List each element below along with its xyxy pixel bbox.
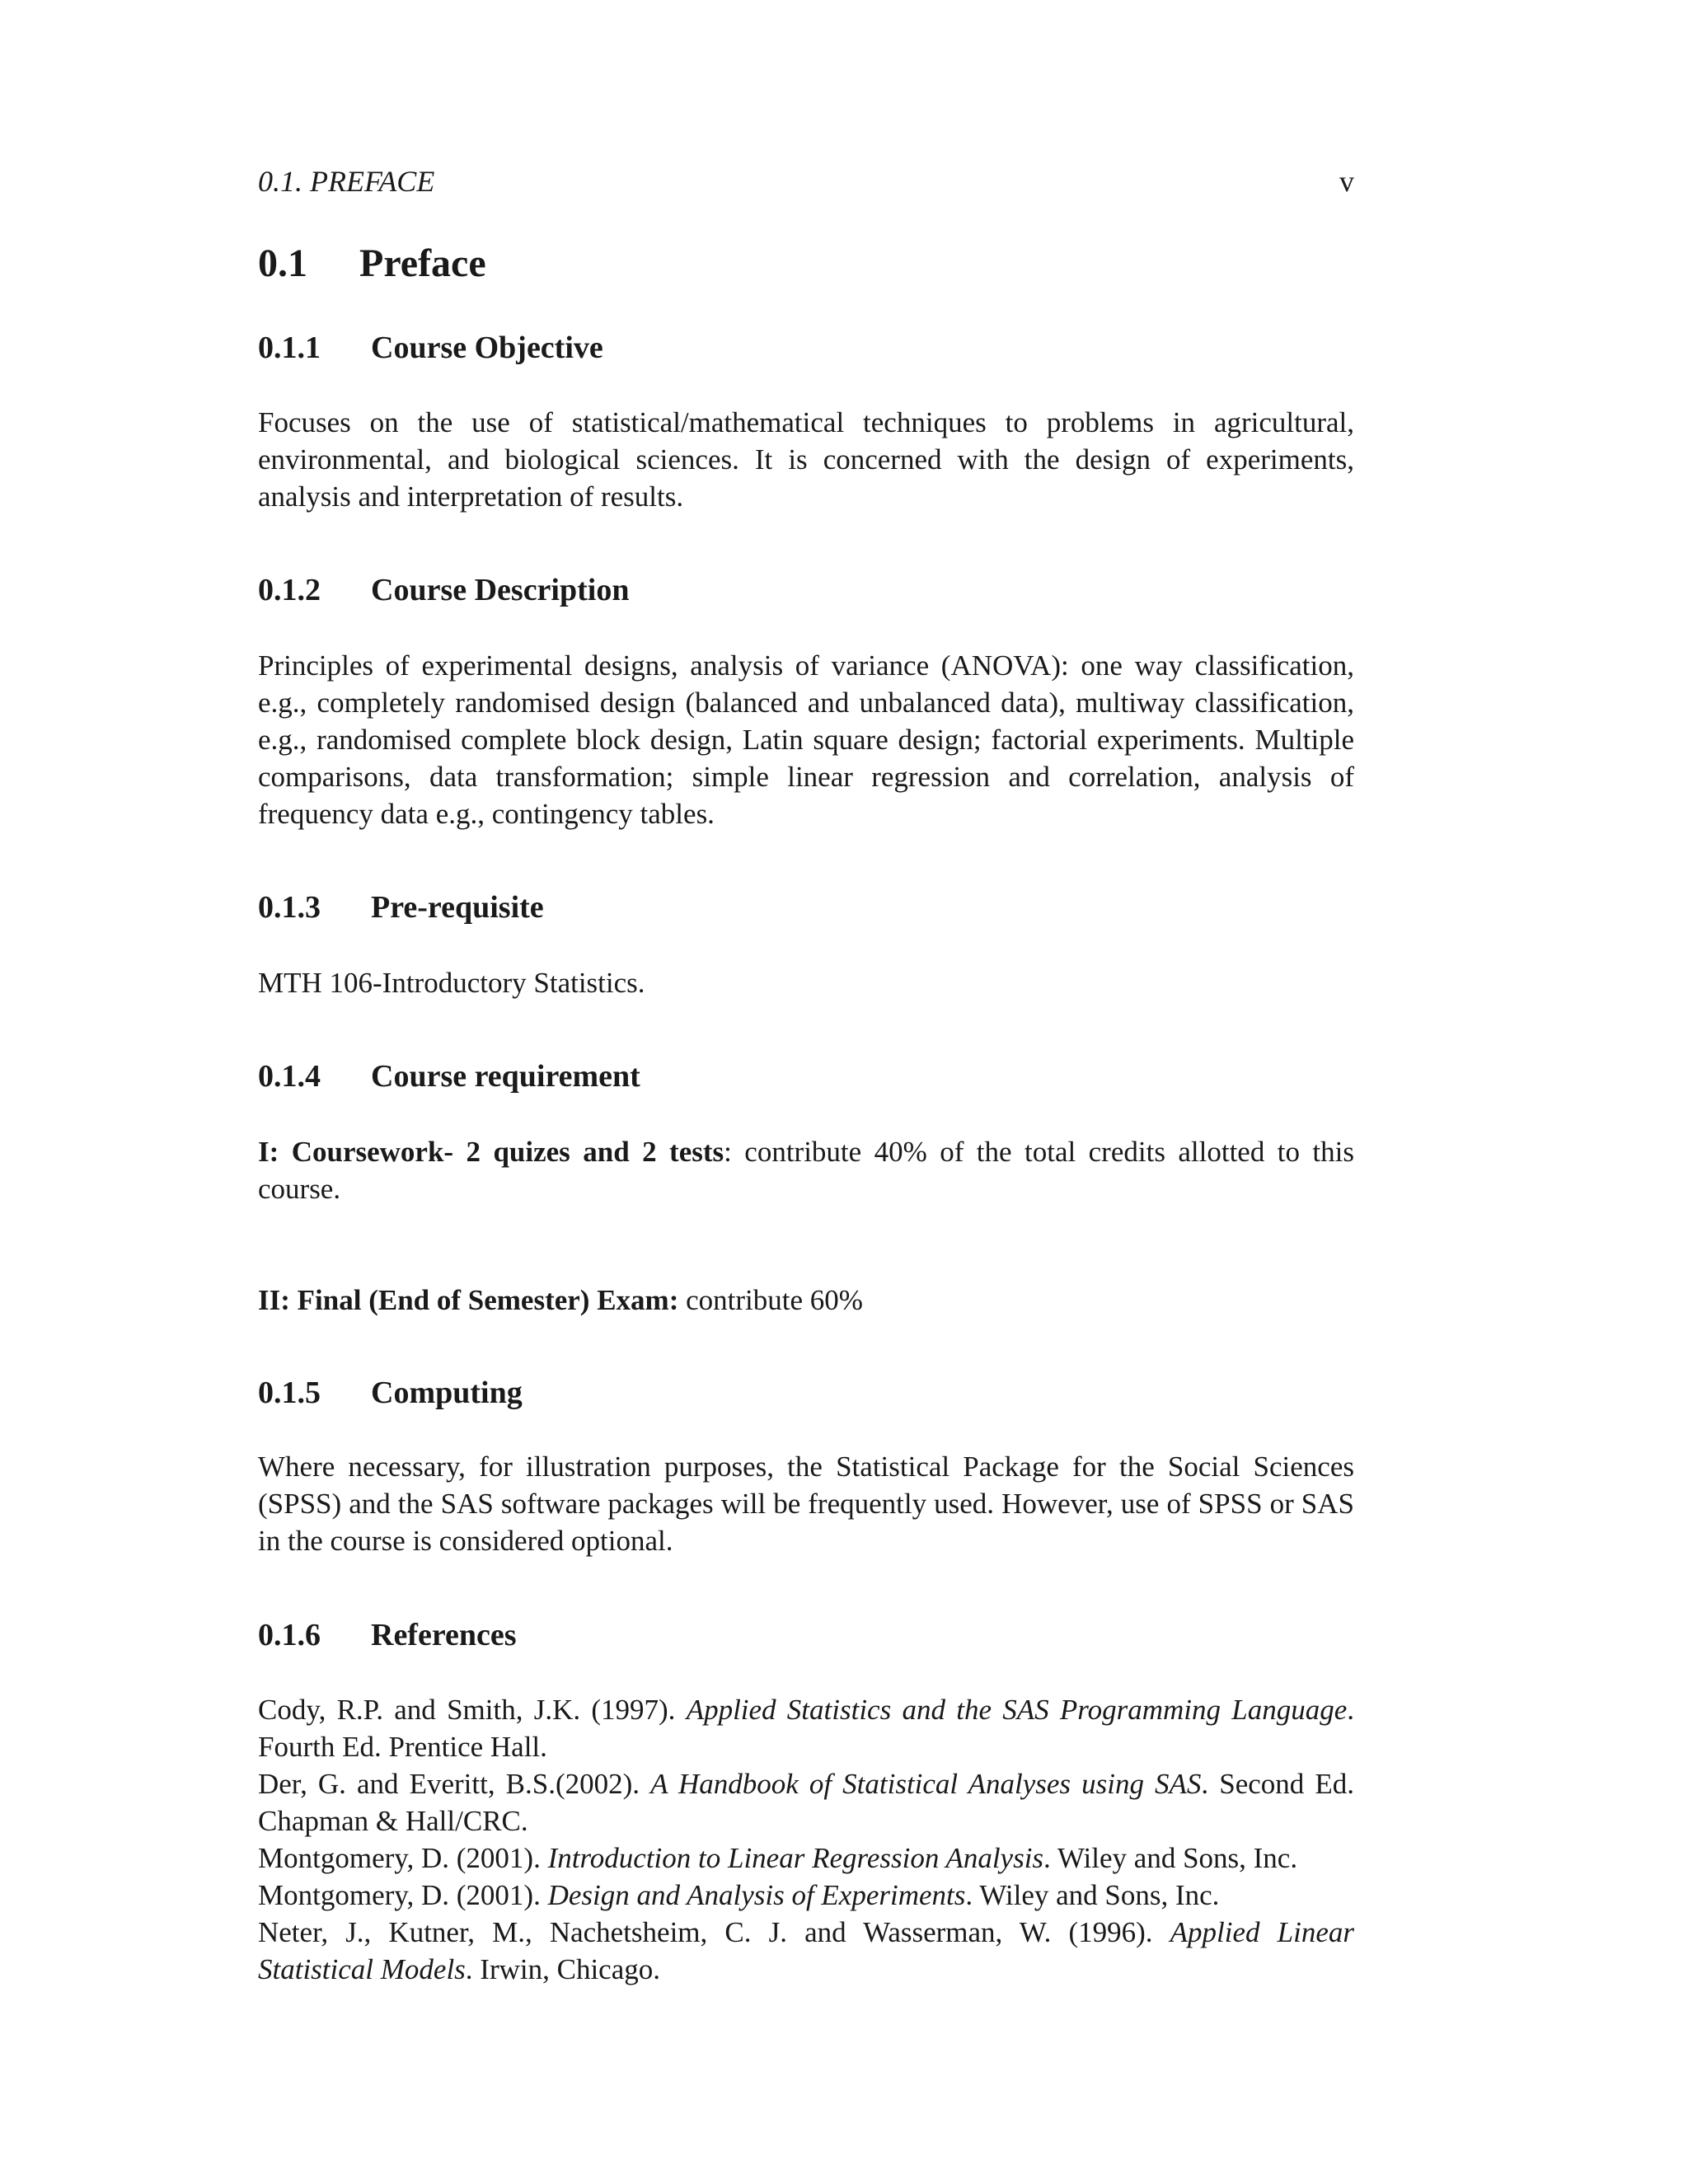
description-number: 0.1.2 — [258, 573, 321, 607]
final-exam-text: contribute 60% — [678, 1284, 863, 1316]
final-exam-label: II: Final (End of Semester) Exam: — [258, 1284, 679, 1316]
reference-item: Montgomery, D. (2001). Introduction to Linear Regression Analysis. Wiley and Sons, Inc. — [258, 1842, 1298, 1874]
prerequisite-title: Pre-requisite — [371, 890, 544, 925]
computing-paragraph: Where necessary, for illustration purposes, the Statistical Package for the Social Sciences (SPSS) and the SAS software packages will be frequently used. However, use of SPSS or SAS in the course is considered optional. — [258, 1451, 1354, 1557]
requirement-heading — [258, 1057, 640, 1096]
reference-item: Cody, R.P. and Smith, J.K. (1997). Applied Statistics and the SAS Programming Language. Fourth Ed. Prentice Hall. — [258, 1694, 1354, 1763]
requirement-item-coursework — [258, 1133, 1354, 1207]
prerequisite-heading — [258, 888, 544, 927]
computing-heading — [258, 1373, 523, 1413]
references-title: References — [371, 1618, 517, 1652]
running-title: 0.1. PREFACE — [258, 165, 435, 198]
page-number: v — [1339, 165, 1354, 198]
objective-number: 0.1.1 — [258, 330, 321, 365]
description-heading — [258, 570, 629, 610]
references-number: 0.1.6 — [258, 1618, 321, 1652]
requirement-title: Course requirement — [371, 1059, 640, 1094]
reference-item: Der, G. and Everitt, B.S.(2002). A Handbook of Statistical Analyses using SAS. Second Ed. Chapman & Hall/CRC. — [258, 1768, 1354, 1837]
coursework-text: : contribute 40% of the total credits allotted to this course. — [258, 1136, 1355, 1205]
objective-heading — [258, 328, 603, 368]
prerequisite-paragraph: MTH 106-Introductory Statistics. — [258, 967, 645, 999]
section-heading — [258, 239, 486, 288]
references-list — [258, 1691, 1354, 1988]
objective-paragraph: Focuses on the use of statistical/mathematical techniques to problems in agricultural, environmental, and biological sciences. It is concerned with the design of experiments, analysis and interpretation of results. — [258, 406, 1354, 513]
description-title: Course Description — [371, 573, 630, 607]
computing-title: Computing — [371, 1376, 523, 1410]
reference-item: Neter, J., Kutner, M., Nachetsheim, C. J. and Wasserman, W. (1996). Applied Linear Statistical Models. Irwin, Chicago. — [258, 1916, 1354, 1985]
objective-title: Course Objective — [371, 330, 603, 365]
description-paragraph: Principles of experimental designs, analysis of variance (ANOVA): one way classification, e.g., completely randomised design (balanced and unbalanced data), multiway classification, e.g., randomised complete block design, Latin square design; factorial experiments. Multiple comparisons, data transformation; simple linear regression and correlation, analysis of frequency data e.g., contingency tables. — [258, 649, 1354, 830]
section-number: 0.1 — [258, 241, 307, 285]
section-title: Preface — [359, 241, 486, 285]
requirement-number: 0.1.4 — [258, 1059, 321, 1094]
computing-number: 0.1.5 — [258, 1376, 321, 1410]
coursework-label: I: Coursework- 2 quizes and 2 tests — [258, 1136, 724, 1168]
reference-item: Montgomery, D. (2001). Design and Analysis of Experiments. Wiley and Sons, Inc. — [258, 1879, 1220, 1911]
requirement-item-final-exam — [258, 1282, 1354, 1319]
prerequisite-number: 0.1.3 — [258, 890, 321, 925]
running-header — [258, 162, 1354, 201]
references-heading — [258, 1615, 517, 1655]
